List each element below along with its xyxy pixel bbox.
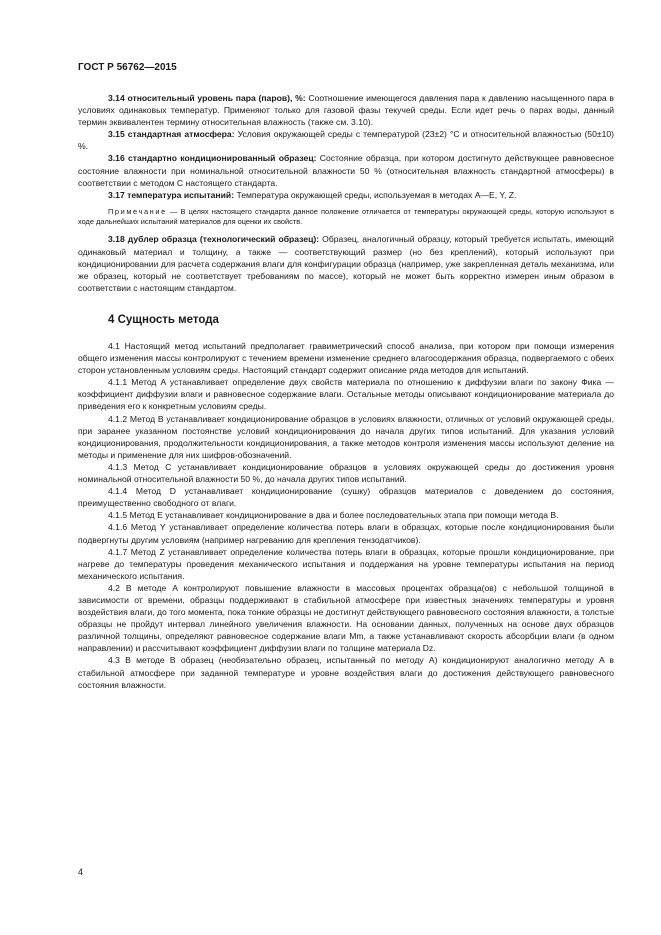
paragraph-4-3: 4.3 В методе B образец (необязательно образец, испытанный по методу A) кондиционируют аналогично методу A в стабильной атмосфере при заданной температуре и уровне воздействия влаги до достижения действующего равновесного состояния влажности. [78,655,614,690]
term-3-18 [78,233,614,293]
paragraph-4-1: 4.1 Настоящий метод испытаний предполагает гравиметрический способ анализа, при котором при помощи измерения общего изменения массы контролируют с течением времени изменение среднего влагосодержания образца, подвергаемого с обеих сторон установленным условиям среды. Настоящий стандарт содержит описание ряда методов для испытаний. [78,341,614,376]
standard-header: ГОСТ Р 56762—2015 [78,62,177,73]
term-definition: Состояние образца, при котором достигнуто действующее равновесное состояние влажности при номинальной относительной влажности 50 % (относительная влажность стандартной атмосферы) в соответствии с методом С настоящего стандарта. [78,153,615,188]
note-text: — В целях настоящего стандарта данное положение отличается от температуры окружающей среды, которую используют в ходе дальнейших испытаний материалов для оценки их свойств. [78,206,614,227]
paragraph-4-1-7: 4.1.7 Метод Z устанавливает определение количества потерь влаги в образцах, которые прошли кондиционирование, при нагреве до температуры проведения механического испытания и поддержания на уровне температуры испытания на период механического испытания. [78,546,614,581]
paragraph-4-1-4: 4.1.4 Метод D устанавливает кондиционирование (сушку) образцов материалов с доведением до состояния, преимущественно свободного от влаги. [78,486,614,509]
paragraph-4-1-6: 4.1.6 Метод Y устанавливает определение количества потерь влаги в образцах, которые после кондиционирования были подвергнуты другим условиям (например нагреванию для крепления тензодатчиков). [78,522,614,545]
note [78,207,614,228]
term-definition: Образец, аналогичный образцу, который требуется испытать, имеющий одинаковый материал и толщину, а также — соответствующий размер (но без креплений), который используют при кондиционировании для расчета содержания влаги для конфигурации образца (например, уже закрепленная деталь механизма, или же образец, который не соответствует требованиям по массе), который не может быть корректно измерен иным образом в соответствии с настоящим стандартом. [78,234,614,293]
term-3-16 [78,152,614,188]
term-3-14 [78,92,614,128]
paragraph-4-1-5: 4.1.5 Метод E устанавливает кондиционирование в два и более последовательных этапа при помощи метода B. [108,510,559,521]
document-body [78,92,614,691]
page-number: 4 [78,867,84,877]
term-title: 3.14 относительный уровень пара (паров), %: [108,93,306,103]
paragraph-4-1-3: 4.1.3 Метод C устанавливает кондиционирование образцов в условиях окружающей среды до достижения уровня номинальной относительной влажности 50 %, до начала других типов испытаний. [78,461,614,485]
term-definition: Соотношение имеющегося давления пара к давлению насыщенного пара в условиях одинаковых температур. Применяют только для газовой фазы текучей среды. Если идет речь о парах воды, данный термин эквивалентен термину относительная влажность (также см. 3.10). [78,93,614,128]
section-heading: 4 Сущность метода [108,313,219,326]
term-definition: Условия окружающей среды с температурой (23±2) °С и относительной влажностью (50±10) %. [78,129,614,152]
term-title: 3.15 стандартная атмосфера: [108,129,235,140]
note-label: Примечание [108,206,167,216]
paragraph-4-2: 4.2 В методе A контролируют повышение влажности в массовых процентах образца(ов) с небольшой толщиной в зависимости от времени, образцы поддерживают в стабильной атмосфере при известных значениях температуры и уровня воздействия влаги, до того момента, пока тонкие образцы не достигнут действующего равновесного состояния влажности, а толстые образцы не пройдут интервал линейного увеличения влажности. На основании данных, полученных на основе двух образцов различной толщины, определяют равновесное содержание влаги Mm, а также устанавливают скорость абсорбции влаги (в одном направлении) и рассчитывают коэффициент диффузии влаги по толщине материала Dz. [78,582,614,654]
paragraph-4-1-1: 4.1.1 Метод A устанавливает определение двух свойств материала по отношению к диффузии влаги по закону Фика — коэффициент диффузии влаги и равновесное содержание влаги. Остальные методы описывают кондиционирование материала до приведения его к конкретным условиям среды. [78,377,614,412]
paragraph-4-1-2: 4.1.2 Метод B устанавливает кондиционирование образцов в условиях влажности, отличных от условий окружающей среды, при заранее указанном постоянстве условий кондиционирования до начала других типов испытаний. Для указания условий кондиционирования, продолжительности кондиционирования, а также методов контроля изменения массы используют деление на методы и применение для них шифров-обозначений. [78,413,614,460]
term-title: 3.18 дублер образца (технологический образец): [108,234,320,245]
term-title: 3.17 температура испытаний: [108,189,235,200]
term-title: 3.16 стандартно кондиционированный образец: [108,153,317,164]
term-3-17 [78,189,614,201]
term-3-15 [78,128,614,152]
term-definition: Температура окружающей среды, используемая в методах A—E, Y, Z. [234,189,517,200]
